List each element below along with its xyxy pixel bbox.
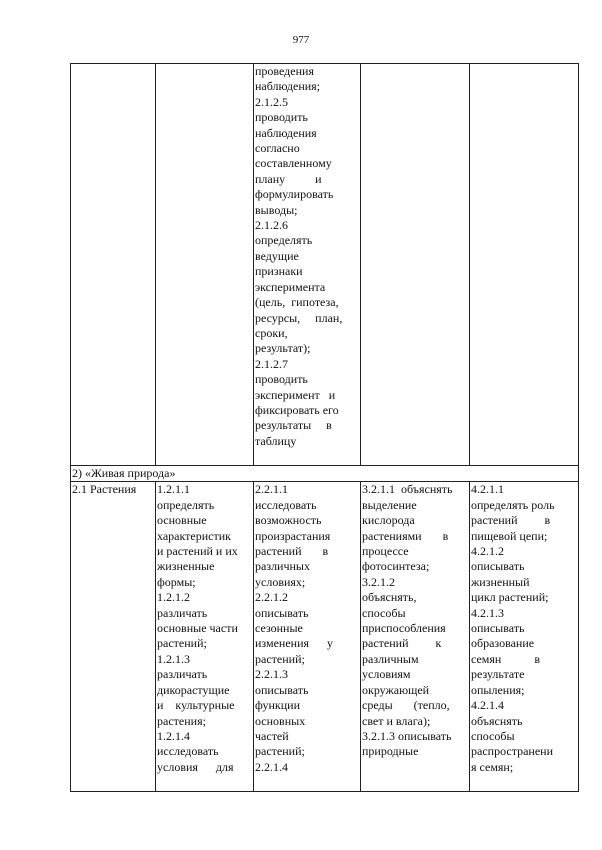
cell-line: условиях; xyxy=(255,574,306,589)
cell-line: наблюдения; xyxy=(255,79,321,94)
cell-line: 1.2.1.1 xyxy=(157,482,190,497)
cell-line: окружающей xyxy=(362,682,430,697)
cell-line: сроки, xyxy=(255,325,288,340)
cell-line: 4.2.1.4 xyxy=(471,698,504,713)
cell-line: растениями в xyxy=(362,528,449,543)
cell-grade1-objectives xyxy=(156,482,254,792)
cell-line: сезонные xyxy=(255,621,303,636)
cell-line: распространени xyxy=(471,744,554,759)
cell-line: жизненные xyxy=(157,559,215,574)
cell-line: природные xyxy=(362,744,419,759)
cell-line: различать xyxy=(157,667,208,682)
cell-line: эксперимент и xyxy=(255,387,336,402)
cell-line: определять роль xyxy=(471,497,555,512)
cell-line: жизненный xyxy=(471,574,530,589)
cell-line: 2.1.2.5 xyxy=(255,94,288,109)
cell-line: составленному xyxy=(255,156,332,171)
cell-line: частей xyxy=(255,728,289,743)
cell-line: согласно xyxy=(255,141,300,156)
cell-line: основные xyxy=(157,513,207,528)
cell-line: проводить xyxy=(255,372,308,387)
cell-line: описывать xyxy=(255,682,309,697)
cell-line: 4.2.1.2 xyxy=(471,544,504,559)
cell-line: объяснять xyxy=(471,713,523,728)
cell-line: исследовать xyxy=(255,497,317,512)
page-number: 977 xyxy=(292,34,310,46)
cell-line: функции xyxy=(255,698,300,713)
cell-line: выделение xyxy=(362,497,417,512)
cell-line: 2.1.2.7 xyxy=(255,356,288,371)
table-row-continuation xyxy=(71,64,579,466)
cell-line: различным xyxy=(362,651,419,666)
cell-line: условия для xyxy=(157,759,234,774)
cell-empty xyxy=(361,64,470,466)
cell-line: кислорода xyxy=(362,513,415,528)
cell-line: среды (тепло, xyxy=(362,698,450,713)
cell-line: 1.2.1.3 xyxy=(157,651,190,666)
cell-line: таблицу xyxy=(255,433,297,448)
table-row-plants xyxy=(71,482,579,792)
cell-line: эксперимента xyxy=(255,279,326,294)
cell-grade3-objectives xyxy=(361,482,470,792)
cell-line: описывать xyxy=(255,605,309,620)
cell-line: растений в xyxy=(471,513,551,528)
cell-line: растения; xyxy=(157,713,206,728)
cell-line: ресурсы, план, xyxy=(255,310,343,325)
cell-line: описывать xyxy=(471,559,525,574)
cell-line: формы; xyxy=(157,574,196,589)
cell-line: проведения xyxy=(255,64,314,78)
cell-line: 2.2.1.3 xyxy=(255,667,288,682)
cell-line: определять xyxy=(157,497,215,512)
section-row xyxy=(71,466,579,482)
cell-line: результаты в xyxy=(255,418,332,433)
cell-line: 2.2.1.1 xyxy=(255,482,288,497)
cell-line: дикорастущие xyxy=(157,682,230,697)
cell-empty xyxy=(470,64,579,466)
cell-line: описывать xyxy=(471,621,525,636)
cell-line: формулировать xyxy=(255,187,334,202)
cell-line: способы xyxy=(362,605,406,620)
cell-line: 2.1.2.6 xyxy=(255,218,288,233)
cell-line: характеристик xyxy=(157,528,231,543)
topic-cell: 2.1 Растения xyxy=(71,482,156,792)
cell-line: наблюдения xyxy=(255,125,317,140)
cell-line: изменения у xyxy=(255,636,334,651)
cell-line: определять xyxy=(255,233,313,248)
cell-grade2-objectives xyxy=(254,64,361,466)
cell-grade2-objectives xyxy=(254,482,361,792)
cell-line: 3.2.1.1 объяснять xyxy=(362,482,453,497)
cell-line: 2.2.1.2 xyxy=(255,590,288,605)
cell-grade4-objectives xyxy=(470,482,579,792)
cell-line: 1.2.1.2 xyxy=(157,590,190,605)
cell-line: 3.2.1.2 xyxy=(362,574,395,589)
cell-line: свет и влага); xyxy=(362,713,431,728)
cell-line: выводы; xyxy=(255,202,298,217)
cell-line: основные части xyxy=(157,621,238,636)
cell-line: и растений и их xyxy=(157,544,238,559)
cell-line: различать xyxy=(157,605,208,620)
cell-line: 3.2.1.3 описывать xyxy=(362,728,452,743)
cell-line: процессе xyxy=(362,544,409,559)
cell-line: исследовать xyxy=(157,744,219,759)
cell-line: растений; xyxy=(255,744,305,759)
cell-line: фотосинтеза; xyxy=(362,559,430,574)
cell-line: опыления; xyxy=(471,682,525,697)
cell-line: основных xyxy=(255,713,306,728)
cell-line: растений к xyxy=(362,636,442,651)
cell-line: семян в xyxy=(471,651,540,666)
curriculum-table xyxy=(70,63,579,792)
cell-line: (цель, гипотеза, xyxy=(255,295,339,310)
cell-line: растений в xyxy=(255,544,329,559)
cell-line: произрастания xyxy=(255,528,331,543)
cell-line: 2.2.1.4 xyxy=(255,759,288,774)
cell-line: различных xyxy=(255,559,310,574)
cell-line: способы xyxy=(471,728,515,743)
cell-line: результат); xyxy=(255,341,311,356)
cell-line: пищевой цепи; xyxy=(471,528,548,543)
cell-line: растений; xyxy=(157,636,207,651)
cell-line: я семян; xyxy=(471,759,514,774)
cell-line: условиям xyxy=(362,667,411,682)
cell-line: 4.2.1.1 xyxy=(471,482,504,497)
cell-line: проводить xyxy=(255,110,308,125)
section-title: 2) «Живая природа» xyxy=(71,466,579,482)
cell-line: и культурные xyxy=(157,698,235,713)
cell-line: фиксировать его xyxy=(255,402,339,417)
cell-line: растений; xyxy=(255,651,305,666)
cell-line: ведущие xyxy=(255,248,299,263)
cell-line: 1.2.1.4 xyxy=(157,728,190,743)
cell-line: приспособления xyxy=(362,621,446,636)
cell-line: объяснять, xyxy=(362,590,417,605)
cell-line: плану и xyxy=(255,171,322,186)
cell-empty xyxy=(71,64,156,466)
cell-line: образование xyxy=(471,636,535,651)
cell-line: цикл растений; xyxy=(471,590,549,605)
cell-line: результате xyxy=(471,667,525,682)
cell-line: признаки xyxy=(255,264,303,279)
cell-line: 4.2.1.3 xyxy=(471,605,504,620)
cell-empty xyxy=(156,64,254,466)
cell-line: возможность xyxy=(255,513,322,528)
